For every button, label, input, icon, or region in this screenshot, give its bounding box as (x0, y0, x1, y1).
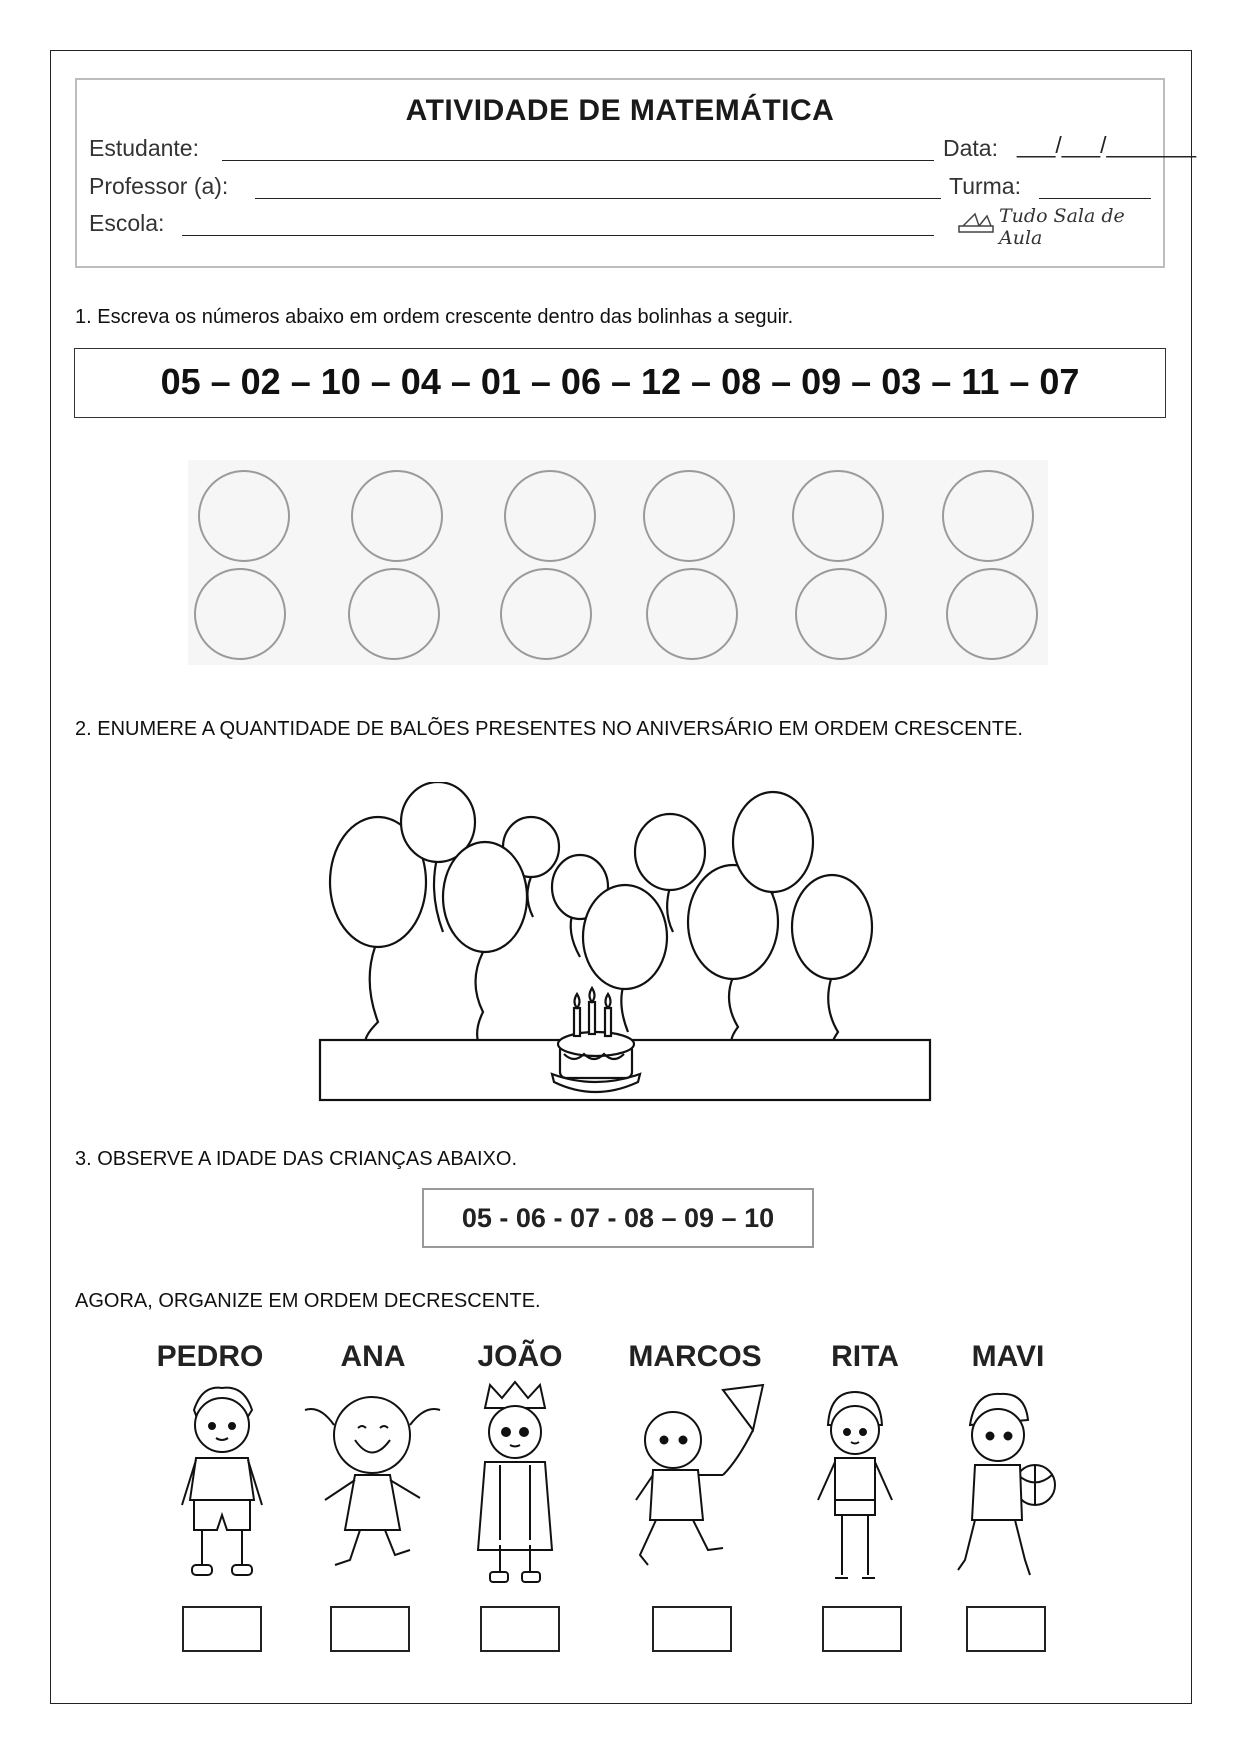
answer-circle[interactable] (942, 470, 1034, 562)
answer-circle[interactable] (792, 470, 884, 562)
child-ana-illustration (300, 1380, 445, 1590)
answer-circle[interactable] (348, 568, 440, 660)
answer-circle[interactable] (795, 568, 887, 660)
class-label: Turma: (949, 173, 1021, 199)
answer-circle[interactable] (504, 470, 596, 562)
answer-circle[interactable] (194, 568, 286, 660)
child-name-joao: JOÃO (477, 1340, 563, 1373)
q1-circles-panel (188, 460, 1048, 665)
answer-circle[interactable] (646, 568, 738, 660)
q2-instruction: 2. ENUMERE A QUANTIDADE DE BALÕES PRESENTES NO ANIVERSÁRIO EM ORDEM CRESCENTE. (75, 718, 1023, 740)
school-label: Escola: (89, 210, 165, 236)
teacher-label: Professor (a): (89, 173, 229, 199)
q3-ages-box: 05 - 06 - 07 - 08 – 09 – 10 (422, 1188, 814, 1248)
answer-circle[interactable] (946, 568, 1038, 660)
date-label: Data: (943, 135, 998, 161)
answer-circle[interactable] (198, 470, 290, 562)
child-rita-illustration (810, 1380, 900, 1590)
answer-box-marcos[interactable] (652, 1606, 732, 1652)
child-name-rita: RITA (831, 1340, 899, 1373)
q1-number-sequence: 05 – 02 – 10 – 04 – 01 – 06 – 12 – 08 – 09 – 03 – 11 – 07 (74, 348, 1166, 418)
q1-instruction: 1. Escreva os números abaixo em ordem crescente dentro das bolinhas a seguir. (75, 306, 794, 328)
q3-sub-instruction: AGORA, ORGANIZE EM ORDEM DECRESCENTE. (75, 1290, 541, 1312)
child-name-pedro: PEDRO (156, 1340, 264, 1373)
child-pedro-illustration (172, 1380, 272, 1590)
worksheet-header (75, 78, 1197, 268)
child-name-mavi: MAVI (971, 1340, 1045, 1373)
answer-box-mavi[interactable] (966, 1606, 1046, 1652)
class-field[interactable] (1039, 198, 1151, 199)
answer-circle[interactable] (351, 470, 443, 562)
answer-box-ana[interactable] (330, 1606, 410, 1652)
child-marcos-illustration (628, 1380, 768, 1590)
answer-circle[interactable] (643, 470, 735, 562)
answer-box-rita[interactable] (822, 1606, 902, 1652)
school-field[interactable] (182, 235, 934, 236)
child-joao-illustration (470, 1380, 560, 1590)
worksheet-title: ATIVIDADE DE MATEMÁTICA (405, 94, 835, 127)
student-field[interactable] (222, 160, 934, 161)
date-field[interactable]: ___/___/_______ (1017, 132, 1197, 158)
answer-box-pedro[interactable] (182, 1606, 262, 1652)
answer-circle[interactable] (500, 568, 592, 660)
q3-instruction: 3. OBSERVE A IDADE DAS CRIANÇAS ABAIXO. (75, 1148, 518, 1170)
books-icon (957, 208, 997, 238)
child-mavi-illustration (950, 1380, 1060, 1590)
answer-box-joao[interactable] (480, 1606, 560, 1652)
child-name-ana: ANA (340, 1340, 406, 1373)
teacher-field[interactable] (255, 198, 941, 199)
brand-signature: Tudo Sala de Aula (999, 205, 1125, 249)
child-name-marcos: MARCOS (628, 1340, 762, 1373)
birthday-balloons-illustration (318, 782, 933, 1107)
student-label: Estudante: (89, 135, 199, 161)
